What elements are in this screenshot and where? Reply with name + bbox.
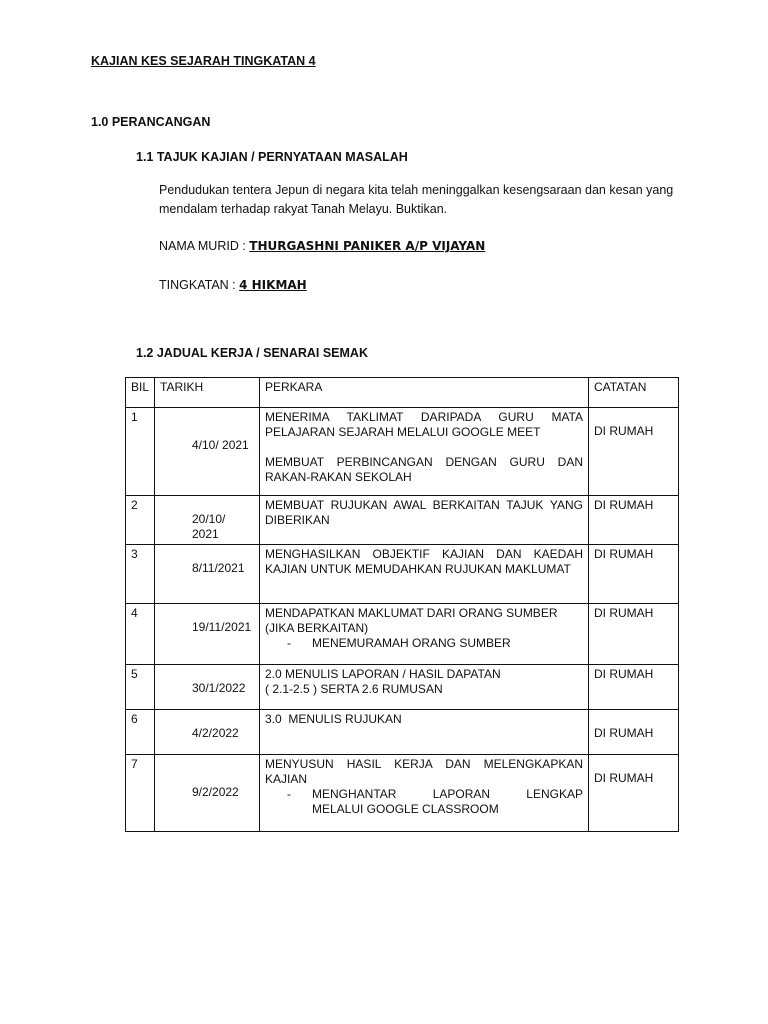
task-text: MENDAPATKAN MAKLUMAT DARI ORANG SUMBER (JIKA BERKAITAN): [265, 606, 558, 635]
table-row: [126, 408, 679, 496]
cell-tarikh: 30/1/2022: [155, 665, 260, 710]
cell-catatan: DI RUMAH: [589, 408, 679, 496]
header-bil: BIL: [126, 378, 155, 408]
task-text: 2.0 MENULIS LAPORAN / HASIL DAPATAN: [265, 667, 501, 681]
cell-tarikh: 20/10/ 2021: [155, 496, 260, 545]
table-row: [126, 665, 679, 710]
cell-perkara: [260, 665, 589, 710]
task-text: ( 2.1-2.5 ) SERTA 2.6 RUMUSAN: [265, 682, 443, 696]
student-name-value: THURGASHNI PANIKER A/P VIJAYAN: [249, 239, 486, 253]
cell-perkara: 3.0 MENULIS RUJUKAN: [260, 710, 589, 755]
cell-perkara: MENGHASILKAN OBJEKTIF KAJIAN DAN KAEDAH KAJIAN UNTUK MEMUDAHKAN RUJUKAN MAKLUMAT: [260, 545, 589, 604]
class-label: TINGKATAN :: [159, 278, 240, 292]
header-catatan: CATATAN: [589, 378, 679, 408]
class-value: 4 HIKMAH: [239, 278, 307, 292]
cell-catatan: DI RUMAH: [589, 755, 679, 832]
cell-bil: 6: [126, 710, 155, 755]
subsection-heading-schedule: 1.2 JADUAL KERJA / SENARAI SEMAK: [136, 346, 368, 360]
task-text: MENYUSUN HASIL KERJA DAN MELENGKAPKAN KAJIAN: [265, 757, 583, 786]
cell-catatan: DI RUMAH: [589, 710, 679, 755]
subsection-heading-title: 1.1 TAJUK KAJIAN / PERNYATAAN MASALAH: [136, 150, 408, 164]
class-line: [159, 276, 699, 295]
cell-catatan: DI RUMAH: [589, 665, 679, 710]
cell-bil: 1: [126, 408, 155, 496]
bullet-dash: -: [287, 787, 291, 801]
student-name-label: NAMA MURID :: [159, 239, 250, 253]
schedule-table: [125, 377, 679, 832]
bullet-text: MENEMURAMAH ORANG SUMBER: [312, 636, 511, 650]
problem-statement: Pendudukan tentera Jepun di negara kita telah meninggalkan kesengsaraan dan kesan yang mendalam terhadap rakyat Tanah Melayu. Buktikan.: [159, 183, 674, 216]
cell-catatan: DI RUMAH: [589, 604, 679, 665]
task-text: MEMBUAT PERBINCANGAN DENGAN GURU DAN RAKAN-RAKAN SEKOLAH: [265, 455, 583, 484]
table-row: [126, 755, 679, 832]
task-bullet: [265, 787, 583, 802]
cell-tarikh: 4/2/2022: [155, 710, 260, 755]
cell-tarikh: 19/11/2021: [155, 604, 260, 665]
task-text: MENERIMA TAKLIMAT DARIPADA GURU MATA PELAJARAN SEJARAH MELALUI GOOGLE MEET: [265, 410, 583, 439]
task-bullet: [265, 636, 583, 651]
cell-tarikh: 4/10/ 2021: [155, 408, 260, 496]
cell-catatan: DI RUMAH: [589, 545, 679, 604]
cell-catatan: DI RUMAH: [589, 496, 679, 545]
section-heading: 1.0 PERANCANGAN: [91, 115, 211, 129]
cell-bil: 5: [126, 665, 155, 710]
document-title: KAJIAN KES SEJARAH TINGKATAN 4: [91, 54, 316, 68]
bullet-text: MENGHANTAR LAPORAN LENGKAP: [312, 787, 583, 801]
cell-bil: 3: [126, 545, 155, 604]
cell-tarikh: 8/11/2021: [155, 545, 260, 604]
bullet-text-continued: MELALUI GOOGLE CLASSROOM: [312, 802, 499, 816]
cell-bil: 7: [126, 755, 155, 832]
table-row: [126, 604, 679, 665]
student-name-line: [159, 237, 699, 256]
bullet-dash: -: [287, 636, 291, 650]
cell-perkara: [260, 755, 589, 832]
cell-bil: 2: [126, 496, 155, 545]
header-perkara: PERKARA: [260, 378, 589, 408]
cell-bil: 4: [126, 604, 155, 665]
cell-perkara: MEMBUAT RUJUKAN AWAL BERKAITAN TAJUK YANG DIBERIKAN: [260, 496, 589, 545]
table-row: [126, 710, 679, 755]
cell-perkara: [260, 408, 589, 496]
table-header-row: [126, 378, 679, 408]
cell-perkara: [260, 604, 589, 665]
cell-tarikh: 9/2/2022: [155, 755, 260, 832]
header-tarikh: TARIKH: [155, 378, 260, 408]
table-row: [126, 496, 679, 545]
table-row: [126, 545, 679, 604]
